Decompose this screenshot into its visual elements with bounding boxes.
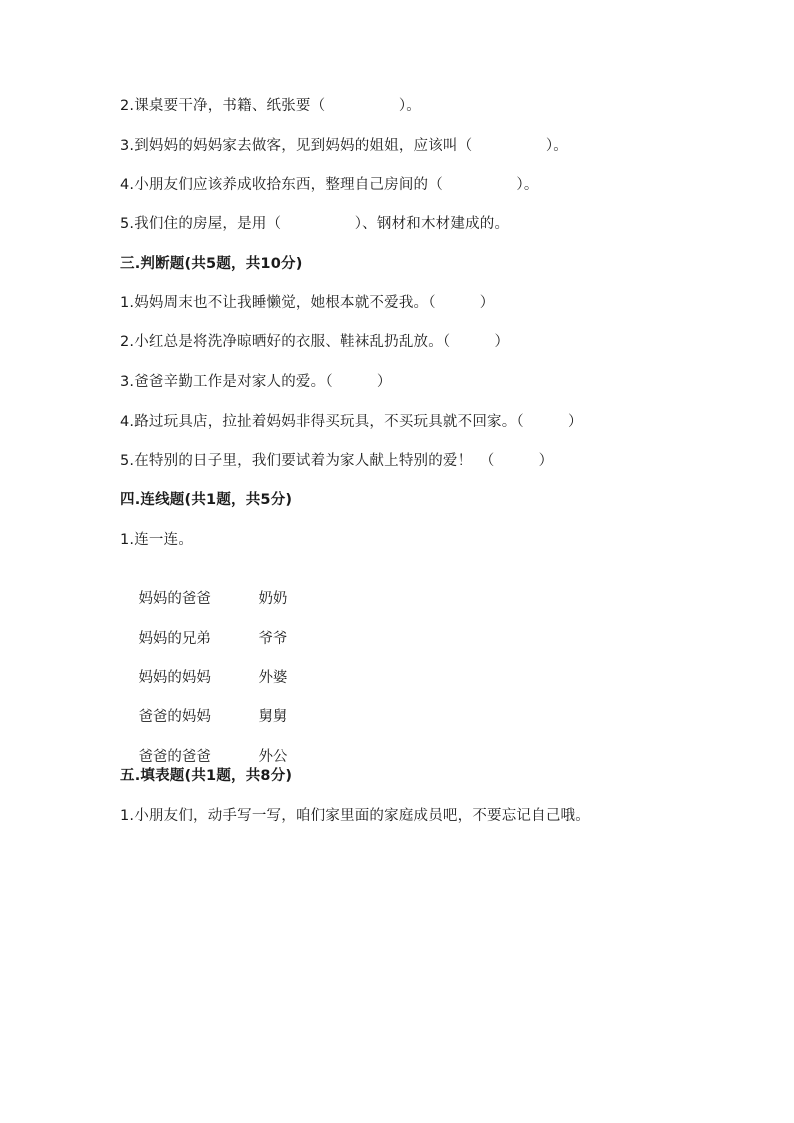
matching-right-item: 舅舅 [258, 709, 288, 725]
matching-left-item: 妈妈的妈妈 [138, 670, 211, 686]
judgement-question-4: 4.路过玩具店，拉扯着妈妈非得买玩具，不买玩具就不回家。（ ） [120, 414, 583, 430]
matching-right-item: 外公 [258, 749, 288, 765]
fill-blank-question-4: 4.小朋友们应该养成收拾东西，整理自己房间的（ ）。 [120, 177, 539, 193]
matching-left-item: 爸爸的妈妈 [138, 709, 211, 725]
section-heading-matching: 四.连线题(共1题，共5分) [120, 492, 293, 508]
fill-blank-question-2: 2.课桌要干净，书籍、纸张要（ ）。 [120, 98, 421, 114]
matching-right-item: 外婆 [258, 670, 288, 686]
table-question-1: 1.小朋友们，动手写一写，咱们家里面的家庭成员吧，不要忘记自己哦。 [120, 808, 590, 824]
matching-left-item: 爸爸的爸爸 [138, 749, 211, 765]
judgement-question-3: 3.爸爸辛勤工作是对家人的爱。（ ） [120, 374, 392, 390]
matching-right-item: 奶奶 [258, 591, 288, 607]
matching-right-item: 爷爷 [258, 631, 288, 647]
judgement-question-5: 5.在特别的日子里，我们要试着为家人献上特别的爱！ （ ） [120, 453, 554, 469]
judgement-question-2: 2.小红总是将洗净晾晒好的衣服、鞋袜乱扔乱放。（ ） [120, 334, 510, 350]
fill-blank-question-5: 5.我们住的房屋，是用（ ）、钢材和木材建成的。 [120, 216, 510, 232]
matching-question-1: 1.连一连。 [120, 532, 194, 548]
section-heading-table: 五.填表题(共1题，共8分) [120, 768, 293, 784]
fill-blank-question-3: 3.到妈妈的妈妈家去做客，见到妈妈的姐姐，应该叫（ ）。 [120, 138, 568, 154]
judgement-question-1: 1.妈妈周末也不让我睡懒觉，她根本就不爱我。（ ） [120, 295, 495, 311]
matching-left-item: 妈妈的兄弟 [138, 631, 211, 647]
section-heading-judgement: 三.判断题(共5题，共10分) [120, 256, 303, 272]
matching-left-item: 妈妈的爸爸 [138, 591, 211, 607]
